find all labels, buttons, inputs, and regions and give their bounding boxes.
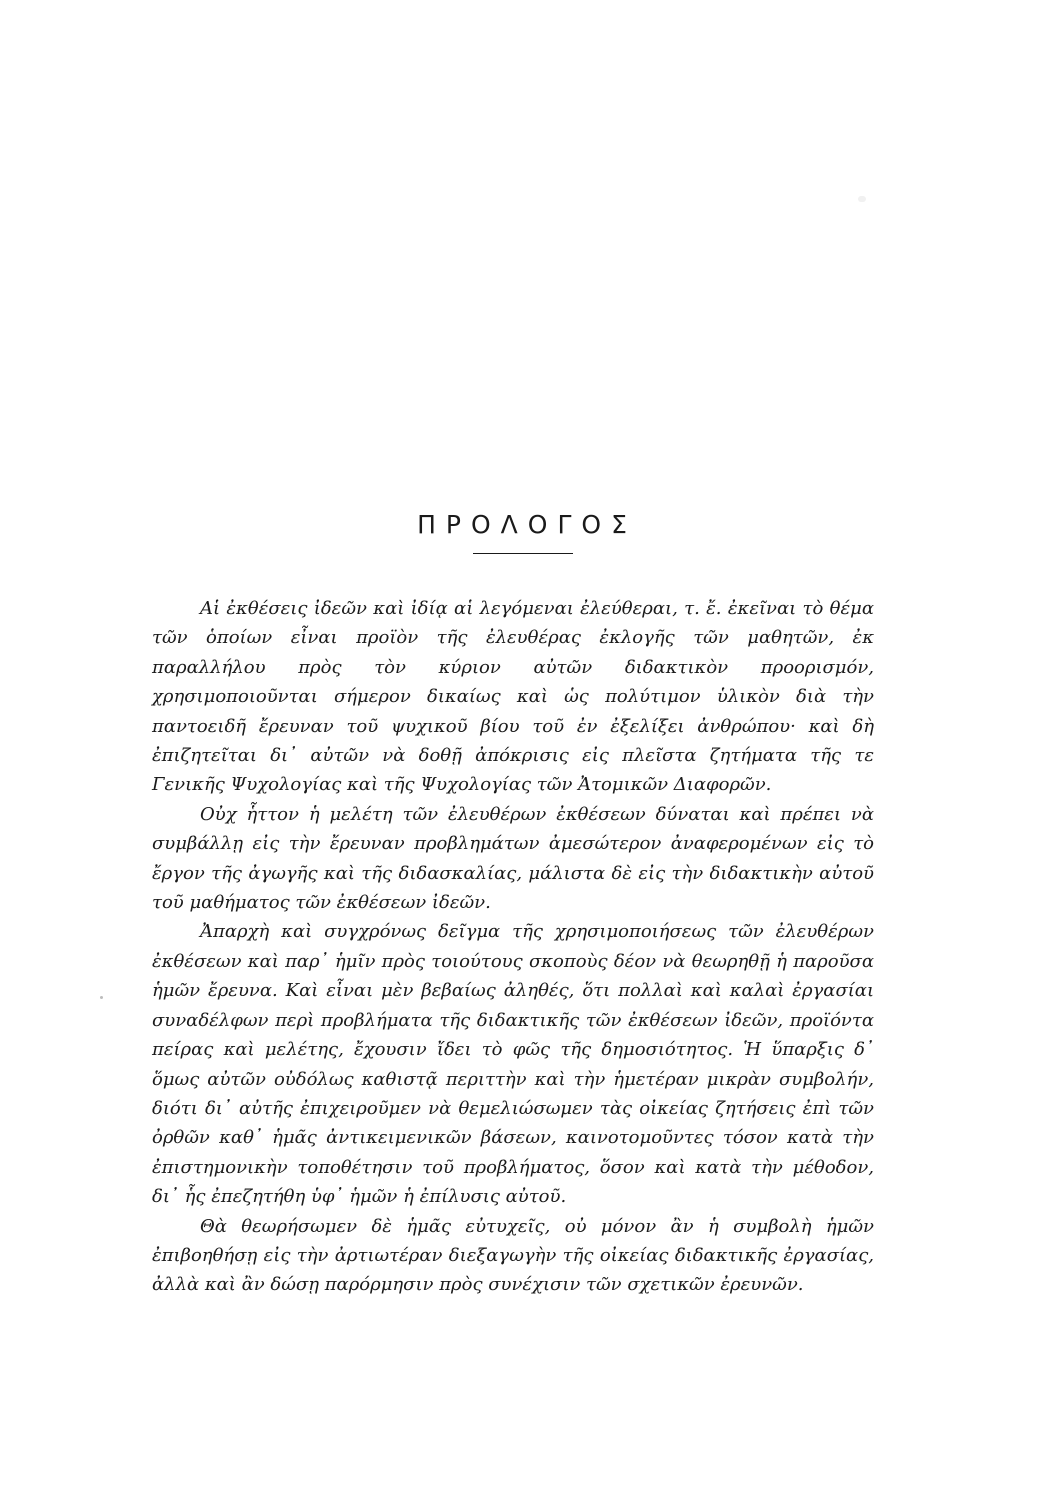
paragraph-4: Θὰ θεωρήσωμεν δὲ ἡμᾶς εὐτυχεῖς, οὐ μόνον ἂν ἡ συμβολὴ ἡμῶν ἐπιβοηθήσῃ εἰς τὴν ἀρτιωτέραν διεξαγωγὴν τῆς οἰκείας διδακτικῆς ἐργασίας, ἀλλὰ καὶ ἂν δώσῃ παρόρμησιν πρὸς συνέχισιν τῶν σχετικῶν ἐρευνῶν. (152, 1215, 874, 1296)
paragraph-1: Αἱ ἐκθέσεις ἰδεῶν καὶ ἰδίᾳ αἱ λεγόμεναι ἐλεύθεραι, τ. ἔ. ἐκεῖναι τὸ θέμα τῶν ὁποίων εἶναι προϊὸν τῆς ἐλευθέρας ἐκλογῆς τῶν μαθητῶν, ἐκ παραλλήλου πρὸς τὸν κύριον αὐτῶν διδακτικὸν προορισμόν, χρησιμοποιοῦνται σήμερον δικαίως καὶ ὡς πολύτιμον ὑλικὸν διὰ τὴν παντοειδῆ ἔρευναν τοῦ ψυχικοῦ βίου τοῦ ἐν ἐξελίξει ἀνθρώπου· καὶ δὴ ἐπιζητεῖται δι᾽ αὐτῶν νὰ δοθῇ ἀπόκρισις εἰς πλεῖστα ζητήματα τῆς τε Γενικῆς Ψυχολογίας καὶ τῆς Ψυχολογίας τῶν Ἀτομικῶν Διαφορῶν. (152, 598, 874, 796)
paragraph-3: Ἀπαρχὴ καὶ συγχρόνως δεῖγμα τῆς χρησιμοποιήσεως τῶν ἐλευθέρων ἐκθέσεων καὶ παρ᾽ ἡμῖν πρὸς τοιούτους σκοποὺς δέον νὰ θεωρηθῇ ἡ παροῦσα ἡμῶν ἔρευνα. Καὶ εἶναι μὲν βεβαίως ἀληθές, ὅτι πολλαὶ καὶ καλαὶ ἐργασίαι συναδέλφων περὶ προβλήματα τῆς διδακτικῆς τῶν ἐκθέσεων ἰδεῶν, προϊόντα πείρας καὶ μελέτης, ἔχουσιν ἴδει τὸ φῶς τῆς δημοσιότητος. Ἡ ὕπαρξις δ᾽ ὅμως αὐτῶν οὐδόλως καθιστᾷ περιττὴν καὶ τὴν ἡμετέραν μικρὰν συμβολήν, διότι δι᾽ αὐτῆς ἐπιχειροῦμεν νὰ θεμελιώσωμεν τὰς οἰκείας ζητήσεις ἐπὶ τῶν ὀρθῶν καθ᾽ ἡμᾶς ἀντικειμενικῶν βάσεων, καινοτομοῦντες τόσον κατὰ τὴν ἐπιστημονικὴν τοποθέτησιν τοῦ προβλήματος, ὅσον καὶ κατὰ τὴν μέθοδον, δι᾽ ἧς ἐπεζητήθη ὑφ᾽ ἡμῶν ἡ ἐπίλυσις αὐτοῦ. (152, 921, 874, 1208)
page-title: ΠΡΟΛΟΓΟΣ (417, 510, 637, 539)
paragraph-2: Οὐχ ἧττον ἡ μελέτη τῶν ἐλευθέρων ἐκθέσεων δύναται καὶ πρέπει νὰ συμβάλλῃ εἰς τὴν ἔρευναν προβλημάτων ἀμεσώτερον ἀναφερομένων εἰς τὸ ἔργον τῆς ἀγωγῆς καὶ τῆς διδασκαλίας, μάλιστα δὲ εἰς τὴν διδακτικὴν αὐτοῦ τοῦ μαθήματος τῶν ἐκθέσεων ἰδεῶν. (152, 803, 874, 914)
scan-smudge (858, 196, 866, 202)
title-divider (473, 553, 573, 554)
preface-body (152, 594, 874, 1300)
scan-dot (100, 996, 103, 999)
